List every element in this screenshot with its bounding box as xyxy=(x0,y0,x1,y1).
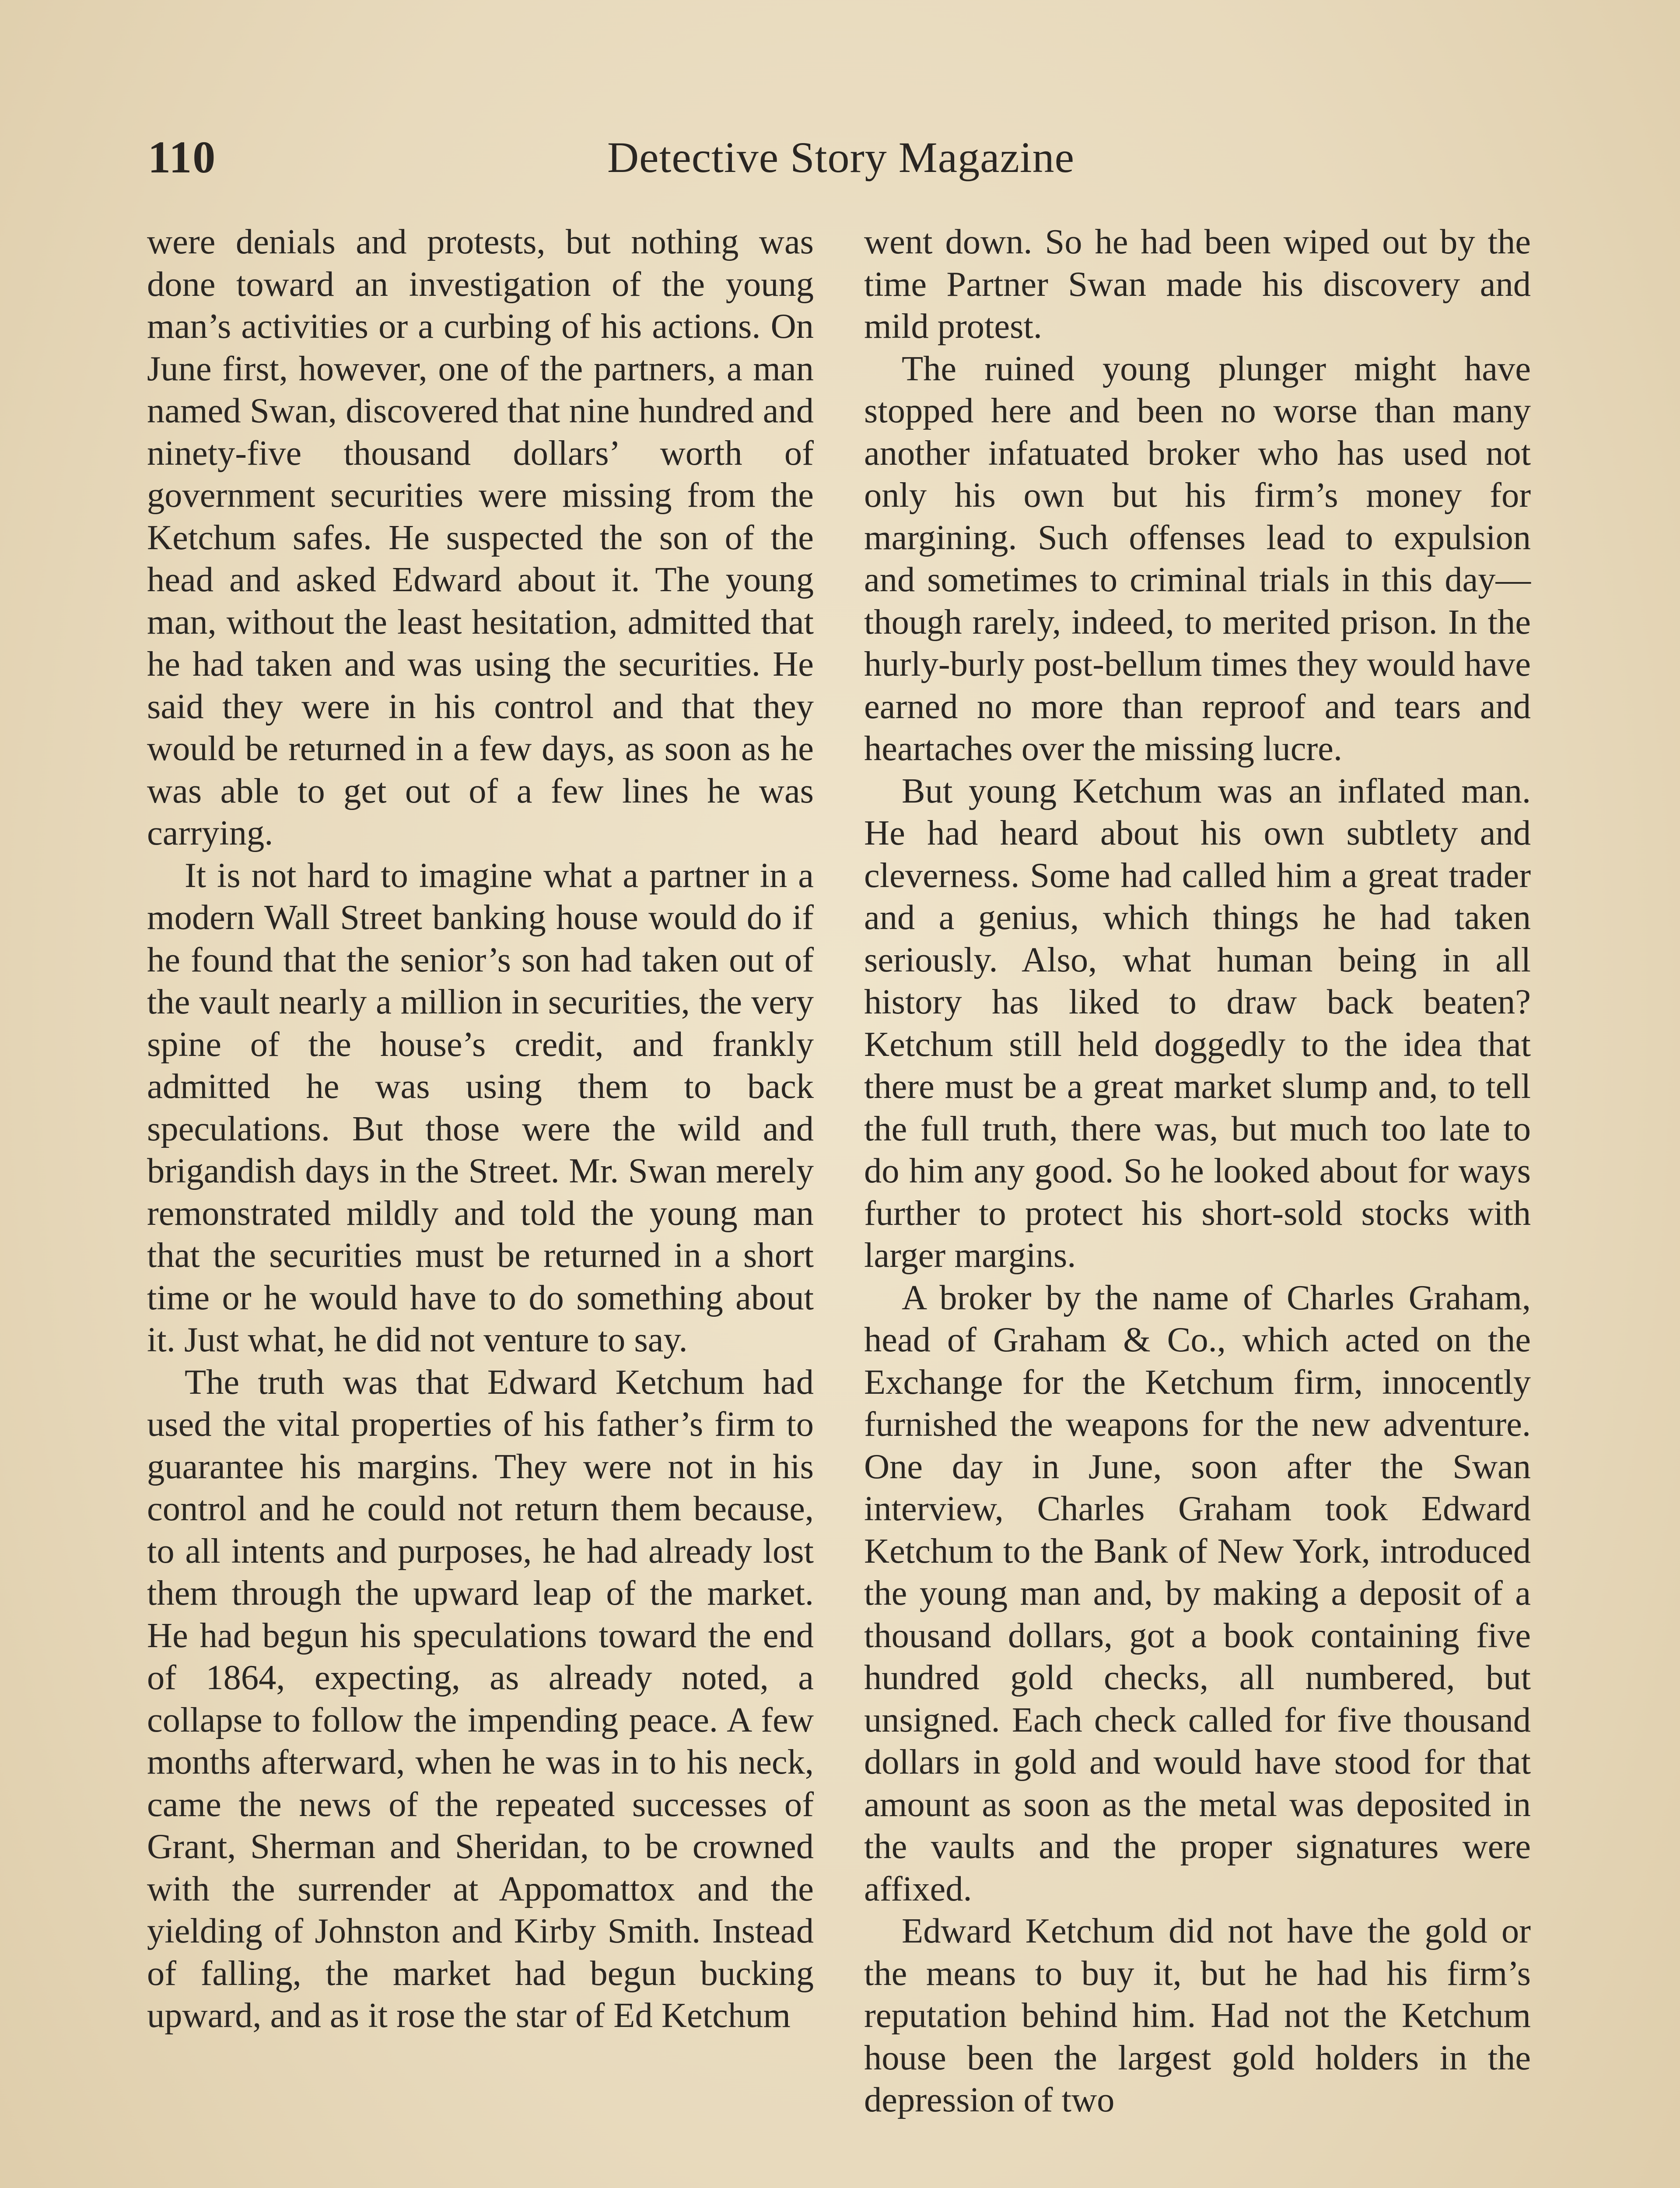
paragraph: went down. So he had been wiped out by the time Partner Swan made his discovery and mild protest. xyxy=(864,222,1531,346)
page-number: 110 xyxy=(148,132,217,182)
running-title: Detective Story Magazine xyxy=(607,133,1075,182)
paragraph: The ruined young plunger might have stopped here and been no worse than many another infatuated broker who has used not only his own but his firm’s money for margining. Such offenses lead to expulsion and sometimes to criminal trials in this day—though rarely, indeed, to merited prison. In the hurly-burly post-bellum times they would have earned no more than reproof and tears and heartaches over the missing lucre. xyxy=(864,349,1531,768)
page-header xyxy=(148,123,1534,193)
paragraph: The truth was that Edward Ketchum had used the vital properties of his father’s firm to guarantee his margins. They were not in his control and he could not return them because, to all intents and purposes, he had already lost them through the upward leap of the market. He had begun his speculations toward the end of 1864, expecting, as already noted, a collapse to follow the impending peace. A few months afterward, when he was in to his neck, came the news of the repeated successes of Grant, Sherman and Sheridan, to be crowned with the surrender at Appomattox and the yielding of Johnston and Kirby Smith. Instead of falling, the market had begun bucking upward, and as it rose the star of Ed Ketchum xyxy=(147,1362,814,2035)
paragraph: Edward Ketchum did not have the gold or the means to buy it, but he had his firm’s reputation behind him. Had not the Ketchum house been the largest gold holders in the depression of two xyxy=(864,1911,1531,2119)
paragraph: But young Ketchum was an inflated man. He had heard about his own subtlety and cleverness. Some had called him a great trader and a genius, which things he had taken seriously. Also, what human being in all history has liked to draw back beaten? Ketchum still held doggedly to the idea that there must be a great market slump and, to tell the full truth, there was, but much too late to do him any good. So he looked about for ways further to protect his short-sold stocks with larger margins. xyxy=(864,771,1531,1275)
right-column xyxy=(864,221,1531,2121)
paragraph: A broker by the name of Charles Graham, head of Graham & Co., which acted on the Exchange for the Ketchum firm, innocently furnished the weapons for the new adventure. One day in June, soon after the Swan interview, Charles Graham took Edward Ketchum to the Bank of New York, introduced the young man and, by making a deposit of a thousand dollars, got a book containing five hundred gold checks, all numbered, but unsigned. Each check called for five thousand dollars in gold and would have stood for that amount as soon as the metal was deposited in the vaults and the proper signatures were affixed. xyxy=(864,1278,1531,1908)
paragraph: It is not hard to imagine what a partner in a modern Wall Street banking house would do if he found that the senior’s son had taken out of the vault nearly a million in securities, the very spine of the house’s credit, and frankly admitted he was using them to back speculations. But those were the wild and brigandish days in the Street. Mr. Swan merely remonstrated mildly and told the young man that the securities must be returned in a short time or he would have to do something about it. Just what, he did not venture to say. xyxy=(147,856,814,1359)
paragraph: were denials and protests, but nothing was done toward an investigation of the young man’s activities or a curbing of his actions. On June first, however, one of the partners, a man named Swan, discovered that nine hundred and ninety-five thousand dollars’ worth of government securities were missing from the Ketchum safes. He suspected the son of the head and asked Edward about it. The young man, without the least hesitation, admitted that he had taken and was using the securities. He said they were in his control and that they would be returned in a few days, as soon as he was able to get out of a few lines he was carrying. xyxy=(147,222,814,852)
left-column xyxy=(147,221,814,2037)
